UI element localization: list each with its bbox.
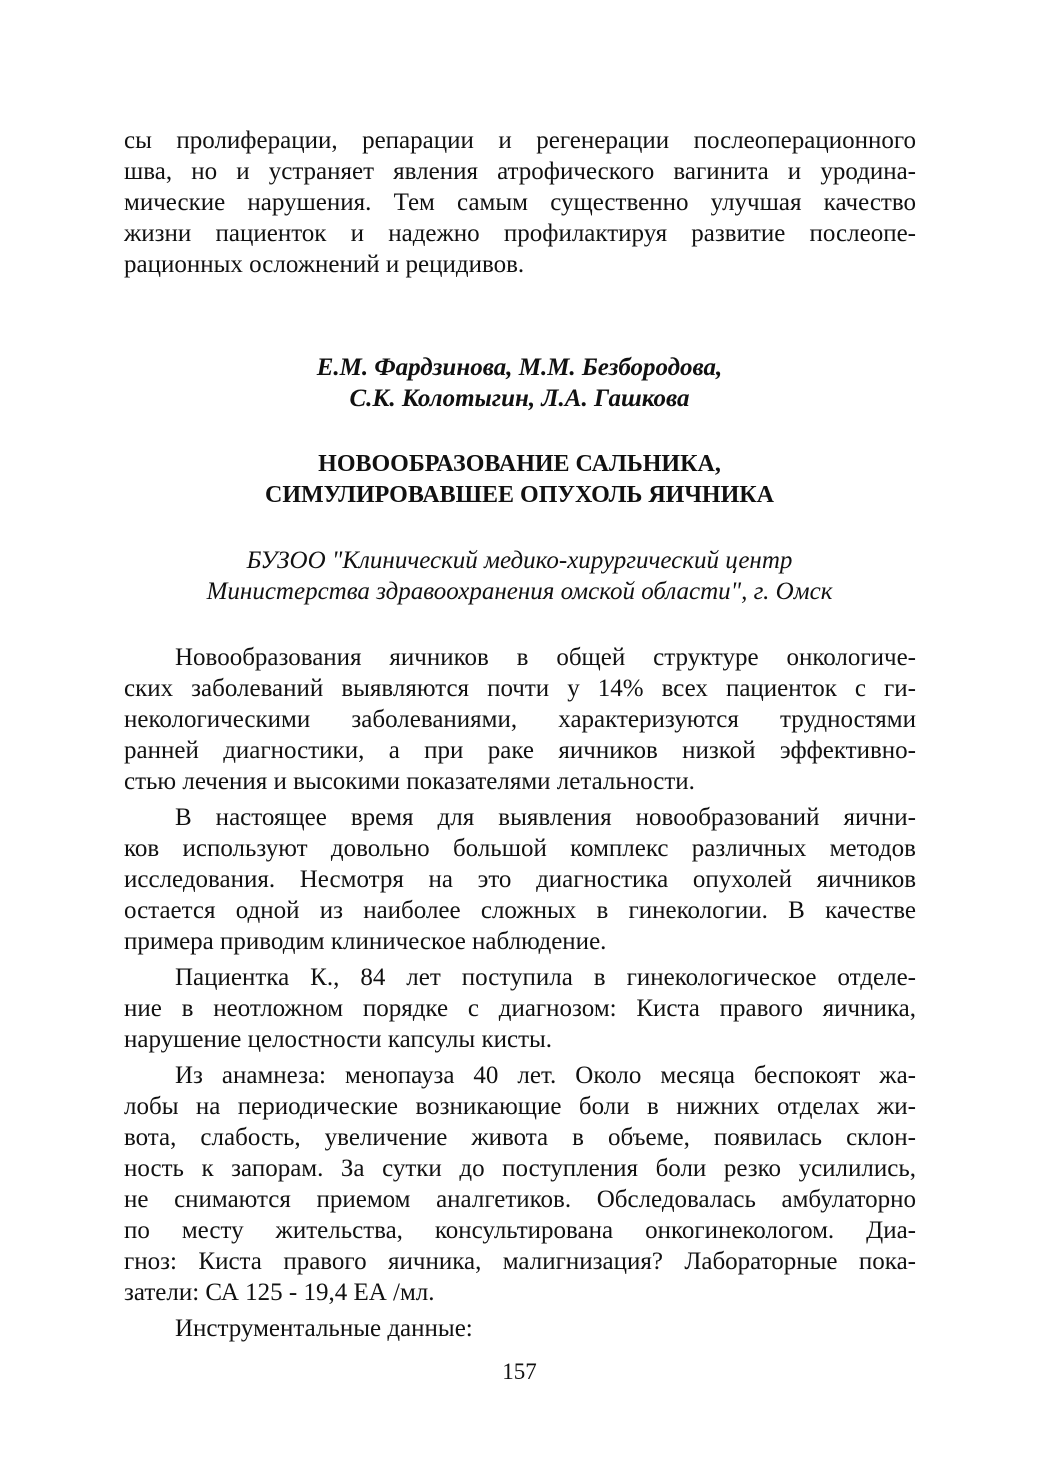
article-authors: Е.М. Фардзинова, М.М. Безбородова,: [316, 354, 723, 381]
article-authors: С.К. Колотыгин, Л.А. Гашкова: [349, 385, 690, 412]
text-line: лобы на периодические возникающие боли в нижних отделах жи-: [124, 1093, 916, 1120]
text-line: вота, слабость, увеличение живота в объеме, появилась склон-: [124, 1124, 916, 1151]
text-line: ние в неотложном порядке с диагнозом: Киста правого яичника,: [124, 995, 916, 1022]
text-line: некологическими заболеваниями, характеризуются трудностями: [124, 706, 916, 733]
article-title: СИМУЛИРОВАВШЕЕ ОПУХОЛЬ ЯИЧНИКА: [264, 482, 774, 508]
text-line: ских заболеваний выявляются почти у 14% всех пациенток с ги-: [124, 675, 916, 702]
text-line: остается одной из наиболее сложных в гинекологии. В качестве: [124, 897, 916, 924]
text-line: не снимаются приемом аналгетиков. Обследовалась амбулаторно: [124, 1186, 916, 1213]
article-affiliation: БУЗОО "Клинический медико-хирургический центр: [246, 547, 793, 574]
text-line: нарушение целостности капсулы кисты.: [124, 1026, 553, 1053]
text-line: ранней диагностики, а при раке яичников низкой эффективно-: [124, 737, 916, 764]
text-line: гноз: Киста правого яичника, малигнизация? Лабораторные пока-: [124, 1248, 916, 1275]
text-line: шва, но и устраняет явления атрофического вагинита и уродина-: [124, 158, 916, 185]
text-line: жизни пациенток и надежно профилактируя развитие послеопе-: [124, 220, 916, 247]
text-line: Из анамнеза: менопауза 40 лет. Около месяца беспокоят жа-: [175, 1062, 916, 1089]
text-line: Пациентка К., 84 лет поступила в гинекологическое отделе-: [175, 964, 916, 991]
article-affiliation: Министерства здравоохранения омской области", г. Омск: [206, 578, 833, 605]
article-title: НОВООБРАЗОВАНИЕ САЛЬНИКА,: [318, 451, 721, 477]
text-line: ность к запорам. За сутки до поступления боли резко усилились,: [124, 1155, 916, 1182]
text-line: Новообразования яичников в общей структуре онкологиче-: [175, 644, 916, 671]
text-line: примера приводим клиническое наблюдение.: [124, 928, 607, 955]
text-line: сы пролиферации, репарации и регенерации послеоперационного: [124, 127, 916, 154]
text-line: затели: СА 125 - 19,4 ЕА /мл.: [124, 1279, 435, 1306]
text-line: стью лечения и высокими показателями летальности.: [124, 768, 695, 795]
text-line: рационных осложнений и рецидивов.: [124, 251, 525, 278]
page-number: 157: [502, 1359, 537, 1384]
text-line: по месту жительства, консультирована онкогинекологом. Диа-: [124, 1217, 916, 1244]
text-line: Инструментальные данные:: [175, 1315, 473, 1342]
text-line: исследования. Несмотря на это диагностика опухолей яичников: [124, 866, 916, 893]
text-line: мические нарушения. Тем самым существенно улучшая качество: [124, 189, 916, 216]
text-line: ков используют довольно большой комплекс различных методов: [124, 835, 916, 862]
text-line: В настоящее время для выявления новообразований яични-: [175, 804, 916, 831]
